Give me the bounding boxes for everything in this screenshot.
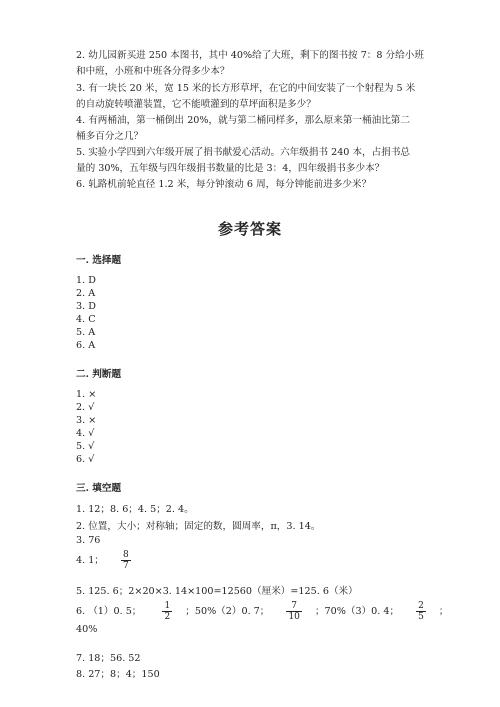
fraction-denominator: 7 xyxy=(122,561,129,571)
section-2-answer: 1. × xyxy=(76,389,97,400)
fraction xyxy=(416,601,426,622)
fraction-numerator: 2 xyxy=(418,601,424,611)
fill-answer-4-prefix: 4. 1； xyxy=(76,555,104,566)
section-2-answer: 5. √ xyxy=(76,441,95,452)
fill-answer-1: 1. 12；8. 6；4. 5；2. 4。 xyxy=(76,504,194,515)
fill-answer-5: 5. 125. 6；2×20×3. 14×100=12560（厘米）=125. 6（米） xyxy=(76,586,358,597)
problem-3-line-1: 3. 有一块长 20 米，宽 15 米的长方形草坪，在它的中间安装了一个射程为 5 米 xyxy=(76,83,416,94)
section-1-answer: 5. A xyxy=(76,327,96,338)
section-1-answer: 3. D xyxy=(76,301,96,312)
fill-answer-8: 8. 27；8；4；150 xyxy=(76,669,160,680)
fraction-denominator: 5 xyxy=(418,612,424,622)
section-2-heading: 二. 判断题 xyxy=(76,369,122,380)
fraction-denominator: 10 xyxy=(288,612,300,622)
problem-4-line-1: 4. 有两桶油，第一桶倒出 20%，就与第二桶同样多，那么原来第一桶油比第二 xyxy=(76,115,410,126)
fill-answer-4 xyxy=(76,550,137,571)
section-1-heading: 一. 选择题 xyxy=(76,255,122,266)
section-2-answer: 2. √ xyxy=(76,402,95,413)
fill-answer-6-part-4: ； xyxy=(438,606,449,617)
problem-5-line-2: 量的 30%，五年级与四年级捐书数量的比是 3：4，四年级捐书多少本？ xyxy=(76,163,385,174)
fill-answer-2: 2. 位置，大小；对称轴；固定的数，圆周率，π，3. 14。 xyxy=(76,521,321,532)
section-2-answer: 6. √ xyxy=(76,454,95,465)
section-2-answer: 4. √ xyxy=(76,428,95,439)
section-2-answer: 3. × xyxy=(76,415,97,426)
section-1-answer: 4. C xyxy=(76,314,96,325)
fill-answer-3: 3. 76 xyxy=(76,535,101,546)
problem-3-line-2: 的自动旋转喷灌装置，它不能喷灌到的草坪面积是多少？ xyxy=(76,99,316,110)
problem-4-line-2: 桶多百分之几？ xyxy=(76,131,144,142)
fill-answer-6 xyxy=(76,601,449,622)
fill-answer-6-continued: 40% xyxy=(76,624,98,635)
fill-answer-6-part-3: ；70%（3）0. 4； xyxy=(314,606,400,617)
fraction xyxy=(121,550,131,571)
fraction-numerator: 1 xyxy=(164,601,171,611)
fill-answer-7: 7. 18；56. 52 xyxy=(76,653,141,664)
section-1-answer: 1. D xyxy=(76,275,96,286)
fraction xyxy=(162,601,172,622)
problem-2-line-1: 2. 幼儿园新买进 250 本图书，其中 40%给了大班，剩下的图书按 7：8 分给小班 xyxy=(76,50,424,61)
fill-answer-6-part-2: ；50%（2）0. 7； xyxy=(185,606,270,617)
problem-2-line-2: 和中班，小班和中班各分得多少本？ xyxy=(76,66,230,77)
section-3-heading: 三. 填空题 xyxy=(76,483,122,494)
answer-title: 参考答案 xyxy=(217,220,282,238)
fraction-numerator: 8 xyxy=(122,550,129,560)
section-1-answer: 2. A xyxy=(76,288,96,299)
fraction-numerator: 7 xyxy=(291,601,298,611)
fraction xyxy=(286,601,301,622)
problem-6-line-1: 6. 轧路机前轮直径 1.2 米，每分钟滚动 6 周，每分钟能前进多少米？ xyxy=(76,179,372,190)
fraction-denominator: 2 xyxy=(164,612,171,622)
fill-answer-6-part-1: 6. （1）0. 5； xyxy=(76,606,142,617)
section-1-answer: 6. A xyxy=(76,340,96,351)
problem-5-line-1: 5. 实验小学四到六年级开展了捐书献爱心活动。六年级捐书 240 本，占捐书总 xyxy=(76,147,411,158)
